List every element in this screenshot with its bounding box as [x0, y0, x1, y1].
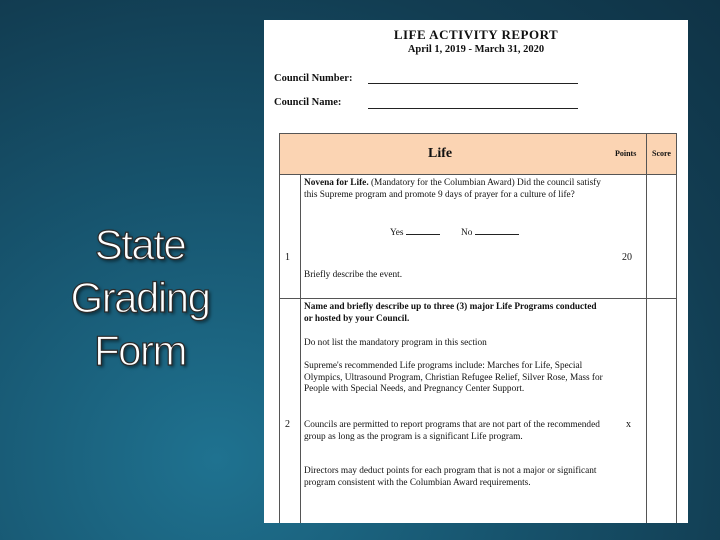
- report-period: April 1, 2019 - March 31, 2020: [407, 44, 545, 55]
- deduct-note: Directors may deduct points for each program that is not a major or significant program consistent with the Columbian Award requirements.: [304, 466, 597, 488]
- yes-option: [390, 226, 440, 238]
- row-divider: [280, 298, 676, 299]
- council-name-field: [368, 108, 578, 109]
- describe-prompt: Briefly describe the event.: [304, 270, 403, 280]
- council-name-label: Council Name:: [274, 97, 342, 108]
- column-divider: [300, 174, 301, 523]
- row-note: Do not list the mandatory program in this section: [304, 338, 487, 348]
- points-header: Points: [615, 149, 637, 158]
- life-activity-report-form: [264, 20, 688, 523]
- row-points: x: [626, 419, 631, 430]
- row-number: 2: [285, 419, 290, 430]
- no-option: [461, 226, 519, 238]
- section-title: Life: [428, 146, 453, 161]
- row-description: [304, 178, 604, 201]
- column-divider: [646, 134, 647, 523]
- council-number-field: [368, 83, 578, 84]
- no-label: No: [461, 228, 473, 238]
- score-header: Score: [652, 149, 671, 158]
- row-title: Name and briefly describe up to three (3) major Life Programs conducted or hosted by your Council.: [304, 302, 597, 324]
- slide-title: [40, 218, 240, 377]
- report-title: LIFE ACTIVITY REPORT: [393, 27, 559, 42]
- recommended-programs: Supreme's recommended Life programs include: Marches for Life, Special Olympics, Ultrasound Program, Christian Refugee Relief, Silver Rose, Mass for People with Special Needs, and Pregnancy Center Support.: [304, 361, 603, 394]
- no-blank: [475, 226, 519, 235]
- life-table: [279, 133, 677, 523]
- council-number-label: Council Number:: [274, 73, 353, 84]
- row-number: 1: [285, 252, 290, 263]
- table-header: [280, 134, 676, 175]
- row-title: Novena for Life.: [304, 178, 369, 188]
- slide-title-line-1: State: [94, 221, 186, 268]
- permitted-note: Councils are permitted to report programs that are not part of the recommended group as long as the program is a significant Life program.: [304, 420, 600, 442]
- slide-title-line-2: Grading: [70, 274, 210, 321]
- yes-label: Yes: [390, 228, 404, 238]
- yes-blank: [406, 226, 440, 235]
- row-points: 20: [622, 252, 632, 263]
- slide-title-line-3: Form: [94, 327, 186, 374]
- row-text: (Mandatory for the Columbian Award) Did the council satisfy this Supreme program and promote 9 days of prayer for a culture of life?: [304, 178, 601, 200]
